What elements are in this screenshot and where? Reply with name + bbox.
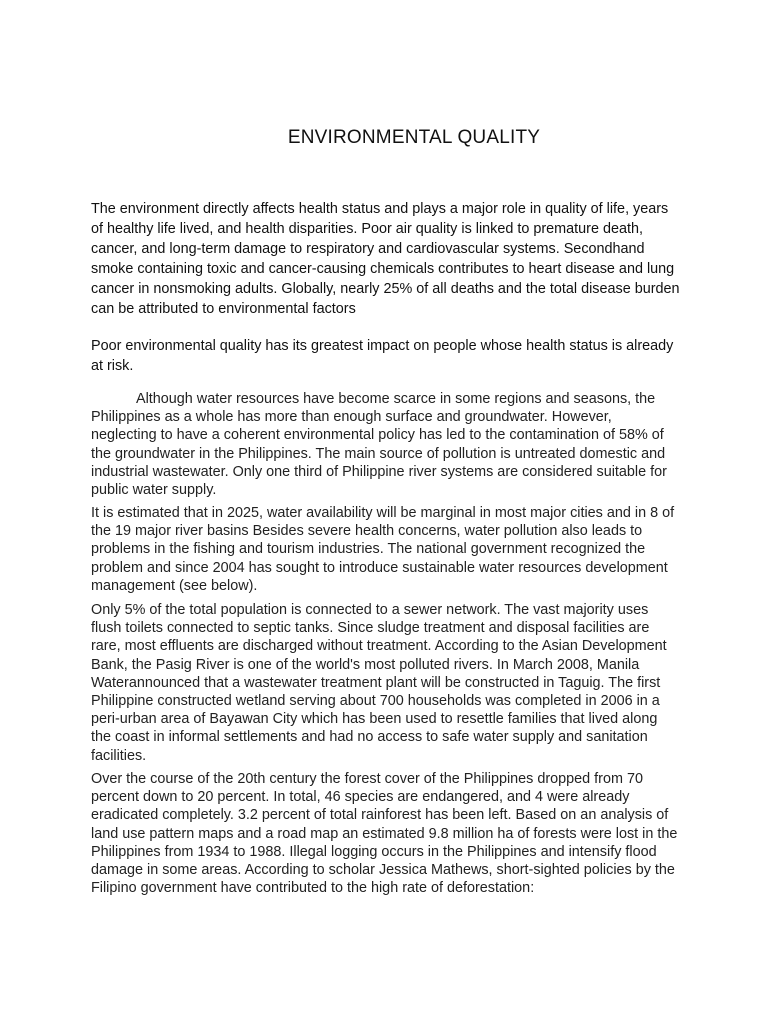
paragraph-water-availability: It is estimated that in 2025, water availability will be marginal in most major cities and in 8 of the 19 major river basins Besides severe health concerns, water pollution also leads to problems in the fishing and tourism industries. The national government recognized the problem and since 2004 has sought to introduce sustainable water resources development management (see below). (91, 505, 675, 594)
paragraph-sewer-network: Only 5% of the total population is connected to a sewer network. The vast majority uses flush toilets connected to septic tanks. Since sludge treatment and disposal facilities are rare, most effluents are discharged without treatment. According to the Asian Development Bank, the Pasig River is one of the world's most polluted rivers. In March 2008, Manila Waterannounced that a wastewater treatment plant will be constructed in Taguig. The first Philippine constructed wetland serving about 700 households was completed in 2006 in a peri-urban area of Bayawan City which has been used to resettle families that lived along the coast in informal settlements and had no access to safe water supply and sanitation facilities. (91, 602, 667, 764)
document-title: ENVIRONMENTAL QUALITY (287, 127, 541, 148)
paragraph-impact-at-risk: Poor environmental quality has its greatest impact on people whose health status is already at risk. (91, 338, 674, 374)
paragraph-environment-health: The environment directly affects health status and plays a major role in quality of life, years of healthy life lived, and health disparities. Poor air quality is linked to premature death, cancer, and long-term damage to respiratory and cardiovascular systems. Secondhand smoke containing toxic and cancer-causing chemicals contributes to heart disease and lung cancer in nonsmoking adults. Globally, nearly 25% of all deaths and the total disease burden can be attributed to environmental factors (91, 201, 680, 317)
paragraph-forest-cover: Over the course of the 20th century the forest cover of the Philippines dropped from 70 percent down to 20 percent. In total, 46 species are endangered, and 4 were already eradicated completely. 3.2 percent of total rainforest has been left. Based on an analysis of land use pattern maps and a road map an estimated 9.8 million ha of forests were lost in the Philippines from 1934 to 1988. Illegal logging occurs in the Philippines and intensify flood damage in some areas. According to scholar Jessica Mathews, short-sighted policies by the Filipino government have contributed to the high rate of deforestation: (91, 771, 678, 897)
paragraph-water-resources: Although water resources have become scarce in some regions and seasons, the Philippines as a whole has more than enough surface and groundwater. However, neglecting to have a coherent environmental policy has led to the contamination of 58% of the groundwater in the Philippines. The main source of pollution is untreated domestic and industrial wastewater. Only one third of Philippine river systems are considered suitable for public water supply. (91, 391, 667, 499)
